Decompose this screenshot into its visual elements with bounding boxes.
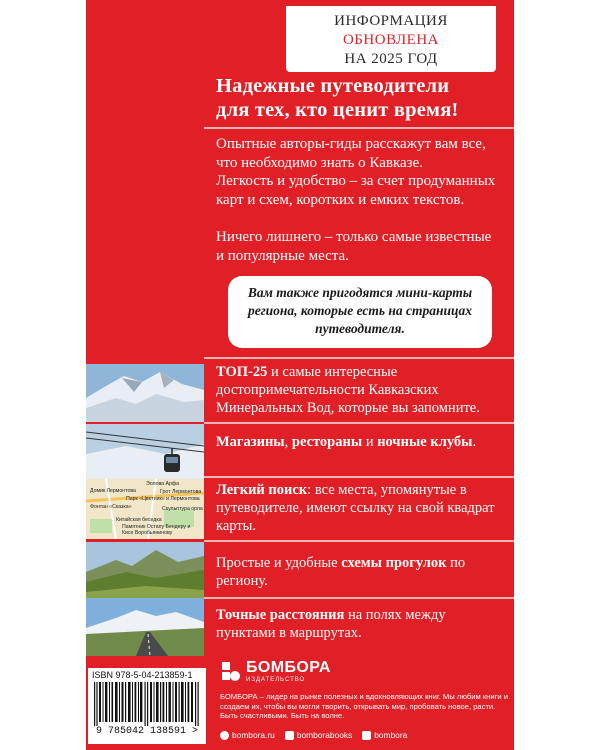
intro-paragraph-2: Легкость и удобство – за счет продуманных карт и схем, коротких и емких текстов. bbox=[216, 173, 496, 208]
map-label: Грот Лермонтова bbox=[160, 489, 202, 495]
callout-box bbox=[228, 276, 492, 348]
badge-line-3: НА 2025 ГОД bbox=[344, 51, 438, 67]
hills-photo bbox=[86, 542, 204, 600]
divider bbox=[204, 357, 514, 359]
headline-line-1: Надежные путеводители bbox=[216, 75, 450, 97]
feature-top25: ТОП-25 и самые интересные достопримечательности Кавказских Минеральных Вод, которые вы запомните. bbox=[216, 364, 480, 416]
book-back-cover bbox=[86, 0, 514, 750]
divider bbox=[204, 127, 514, 129]
isbn-label: ISBN 978-5-04-213859-1 bbox=[92, 670, 193, 680]
bombora-logo-icon bbox=[220, 660, 242, 686]
vk-link[interactable] bbox=[285, 730, 352, 740]
social-text: bombora bbox=[374, 730, 408, 740]
mountain-photo bbox=[86, 364, 204, 422]
vk-text: bomborabooks bbox=[296, 730, 353, 740]
feature-shops: Магазины, рестораны и ночные клубы. bbox=[216, 434, 477, 450]
map-thumbnail bbox=[86, 479, 204, 539]
publisher-sub: ИЗДАТЕЛЬСТВО bbox=[246, 677, 306, 683]
vk-icon bbox=[285, 731, 294, 740]
intro-paragraph-3: Ничего лишнего – только самые известные и популярные места. bbox=[216, 229, 492, 264]
divider bbox=[204, 540, 514, 542]
headline-line-2: для тех, кто ценит время! bbox=[216, 99, 459, 121]
cable-car-photo bbox=[86, 424, 204, 482]
website-text: bombora.ru bbox=[232, 730, 275, 740]
map-label: Эолова Арфа bbox=[146, 481, 179, 487]
divider bbox=[204, 422, 514, 424]
divider bbox=[204, 476, 514, 478]
publisher-footer bbox=[86, 658, 514, 750]
map-label: Парк «Цветник» и Лермонтова bbox=[126, 496, 200, 502]
feature-distances: Точные расстояния на полях между пунктами в маршрутах. bbox=[216, 607, 446, 641]
divider bbox=[204, 597, 514, 599]
barcode bbox=[94, 682, 200, 726]
publisher-links bbox=[220, 730, 407, 740]
map-label: Скульптура орла bbox=[162, 506, 203, 512]
map-label: Памятник Остапу Бендеру и Кисе Воробьянинову bbox=[122, 524, 191, 536]
badge-line-1: ИНФОРМАЦИЯ bbox=[334, 13, 448, 29]
intro-paragraph-1: Опытные авторы-гиды расскажут вам все, что необходимо знать о Кавказе. bbox=[216, 136, 486, 171]
web-icon bbox=[220, 731, 229, 740]
feature-walks: Простые и удобные схемы прогулок по региону. bbox=[216, 555, 466, 589]
social-link[interactable] bbox=[362, 730, 407, 740]
isbn-barcode bbox=[88, 668, 206, 744]
social-icon bbox=[362, 731, 371, 740]
barcode-number: 9 785042 138591 > bbox=[95, 726, 199, 737]
website-link[interactable] bbox=[220, 730, 275, 740]
map-label: Домик Лермонтова bbox=[90, 488, 136, 494]
map-label: Китайская беседка bbox=[116, 517, 162, 523]
publisher-about: БОМБОРА – лидер на рынке полезных и вдохновляющих книг. Мы любим книги и создаем их, чтобы вы могли творить, открывать мир, пробовать новое, расти. Быть счастливыми. Быть на волне. bbox=[220, 692, 508, 720]
map-label: Фонтан «Сказка» bbox=[90, 504, 132, 510]
headline bbox=[216, 74, 506, 122]
updated-badge bbox=[286, 6, 496, 72]
publisher-name: БОМБОРА bbox=[246, 659, 331, 676]
callout-text: Вам также пригодятся мини-карты региона, которые есть на страницах путеводителя. bbox=[247, 285, 473, 336]
feature-search: Легкий поиск: все места, упомянутые в путеводителе, имеют ссылку на свой квадрат карты. bbox=[216, 482, 495, 534]
badge-line-2: ОБНОВЛЕНА bbox=[342, 32, 440, 48]
bombora-logo bbox=[220, 658, 380, 690]
road-photo bbox=[86, 598, 204, 656]
